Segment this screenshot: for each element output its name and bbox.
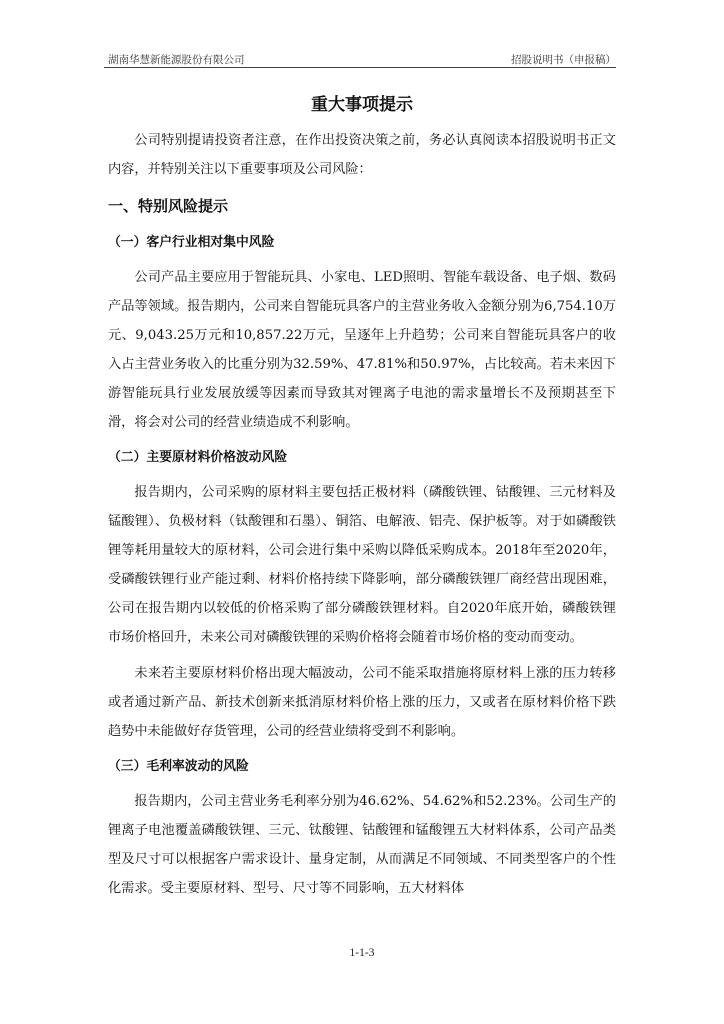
- customer-concentration-paragraph: 公司产品主要应用于智能玩具、小家电、LED照明、智能车载设备、电子烟、数码产品等领域。报告期内，公司来自智能玩具客户的主营业务收入金额分别为6,754.10万元、9,043.25万元和10,857.22万元，呈逐年上升趋势；公司来自智能玩具客户的收入占主营业务收入的比重分别为32.59%、47.81%和50.97%，占比较高。若未来因下游智能玩具行业发展放缓等因素而导致其对锂离子电池的需求量增长不及预期甚至下滑，将会对公司的经营业绩造成不利影响。: [108, 270, 616, 430]
- document-body: [108, 126, 616, 910]
- page-header: [104, 48, 616, 68]
- raw-material-paragraph-1: 报告期内，公司采购的原材料主要包括正极材料（磷酸铁锂、钴酸锂、三元材料及锰酸锂）、负极材料（钛酸锂和石墨）、铜箔、电解液、铝壳、保护板等。对于如磷酸铁锂等耗用量较大的原材料，公司会进行集中采购以降低采购成本。2018年至2020年，受磷酸铁锂行业产能过剩、材料价格持续下降影响，部分磷酸铁锂厂商经营出现困难，公司在报告期内以较低的价格采购了部分磷酸铁锂材料。自2020年底开始，磷酸铁锂市场价格回升，未来公司对磷酸铁锂的采购价格将会随着市场价格的变动而变动。: [108, 485, 616, 645]
- page-number: 1-1-3: [349, 947, 375, 959]
- page-title: 重大事项提示: [311, 95, 413, 115]
- header-document-type: 招股说明书（申报稿）: [511, 54, 616, 66]
- section-heading-special-risks: 一、特别风险提示: [108, 197, 229, 215]
- subsection-heading-gross-margin: （三）毛利率波动的风险: [108, 759, 249, 774]
- intro-paragraph: 公司特别提请投资者注意，在作出投资决策之前，务必认真阅读本招股说明书正文内容，并特别关注以下重要事项及公司风险：: [108, 133, 616, 177]
- gross-margin-paragraph: 报告期内，公司主营业务毛利率分别为46.62%、54.62%和52.23%。公司生产的锂离子电池覆盖磷酸铁锂、三元、钛酸锂、钴酸锂和锰酸锂五大材料体系，公司产品类型及尺寸可以根据客户需求设计、量身定制，从而满足不同领域、不同类型客户的个性化需求。受主要原材料、型号、尺寸等不同影响，五大材料体: [108, 794, 616, 896]
- subsection-heading-customer-concentration: （一）客户行业相对集中风险: [108, 235, 275, 250]
- raw-material-paragraph-2: 未来若主要原材料价格出现大幅波动，公司不能采取措施将原材料上涨的压力转移或者通过新产品、新技术创新来抵消原材料价格上涨的压力，又或者在原材料价格下跌趋势中未能做好存货管理，公司的经营业绩将受到不利影响。: [108, 666, 616, 739]
- header-divider: [104, 67, 616, 68]
- header-company-name: 湖南华慧新能源股份有限公司: [108, 54, 245, 66]
- subsection-heading-raw-material-price: （二）主要原材料价格波动风险: [108, 450, 288, 465]
